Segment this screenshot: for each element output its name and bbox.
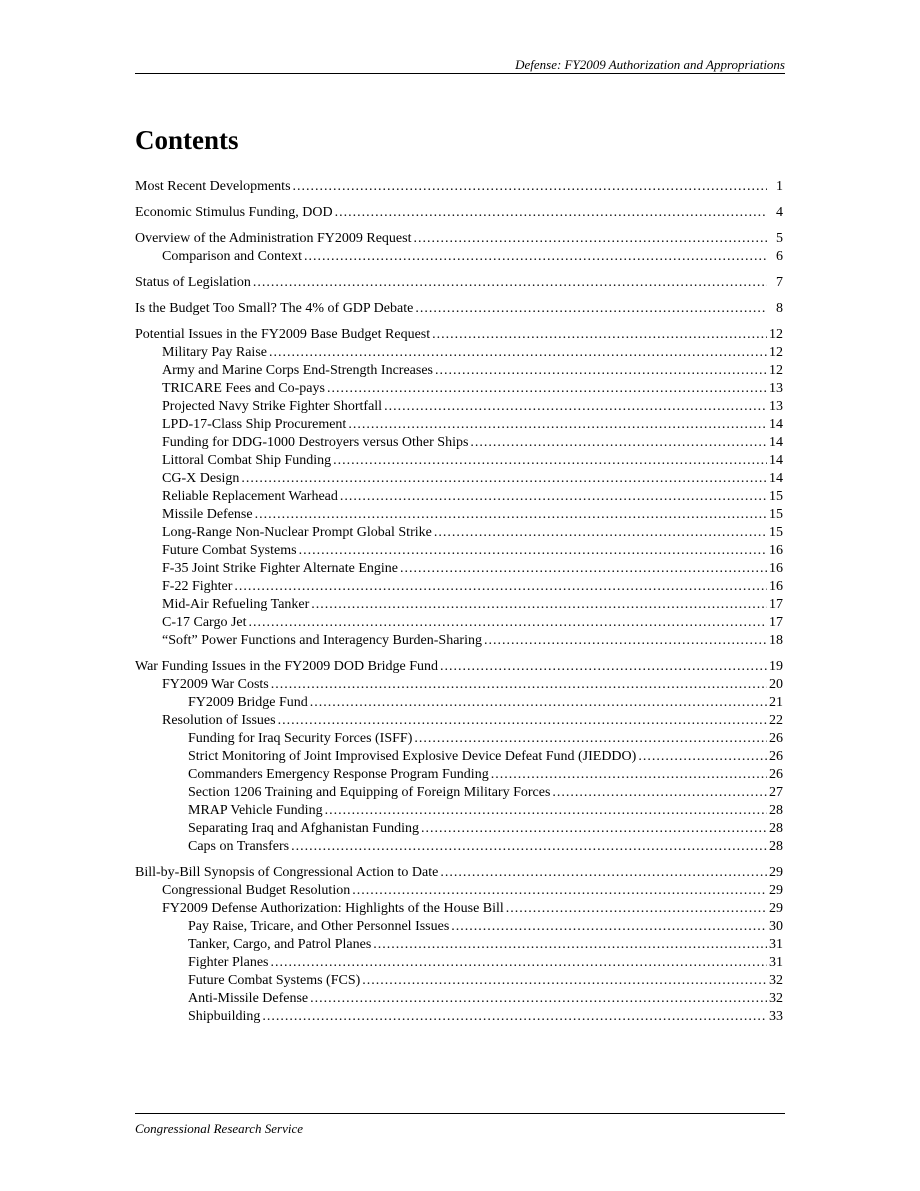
- toc-leader-dots: [249, 614, 767, 632]
- toc-leader-dots: [293, 178, 767, 196]
- toc-entry-label: FY2009 Defense Authorization: Highlights of the House Bill: [162, 901, 504, 916]
- toc-leader-dots: [340, 488, 767, 506]
- toc-entry[interactable]: [135, 344, 783, 362]
- toc-entry[interactable]: [135, 434, 783, 452]
- toc-entry-label: Bill-by-Bill Synopsis of Congressional Action to Date: [135, 865, 439, 880]
- toc-entry[interactable]: [135, 1008, 783, 1026]
- toc-leader-dots: [506, 900, 767, 918]
- page-title: Contents: [135, 125, 239, 155]
- toc-leader-dots: [299, 542, 767, 560]
- toc-entry[interactable]: [135, 820, 783, 838]
- toc-entry-page: 31: [769, 955, 783, 970]
- toc-entry[interactable]: [135, 524, 783, 542]
- toc-entry-page: 28: [769, 839, 783, 854]
- toc-entry[interactable]: [135, 632, 783, 650]
- toc-entry-page: 22: [769, 713, 783, 728]
- toc-leader-dots: [491, 766, 767, 784]
- toc-entry-label: Economic Stimulus Funding, DOD: [135, 205, 333, 220]
- toc-entry[interactable]: [135, 802, 783, 820]
- toc-leader-dots: [484, 632, 767, 650]
- toc-entry-page: 6: [776, 249, 783, 264]
- toc-leader-dots: [440, 658, 767, 676]
- toc-entry-page: 29: [769, 865, 783, 880]
- toc-entry[interactable]: [135, 248, 783, 266]
- toc-entry-page: 26: [769, 749, 783, 764]
- toc-entry-page: 19: [769, 659, 783, 674]
- toc-entry-page: 30: [769, 919, 783, 934]
- toc-entry[interactable]: [135, 900, 783, 918]
- toc-entry-label: Caps on Transfers: [188, 839, 290, 854]
- toc-entry-label: Long-Range Non-Nuclear Prompt Global Strike: [162, 525, 432, 540]
- toc-leader-dots: [451, 918, 767, 936]
- toc-entry[interactable]: [135, 918, 783, 936]
- toc-leader-dots: [335, 204, 767, 222]
- toc-entry-label: Most Recent Developments: [135, 179, 291, 194]
- toc-entry-page: 21: [769, 695, 783, 710]
- toc-entry-label: Pay Raise, Tricare, and Other Personnel Issues: [188, 919, 450, 934]
- toc-entry[interactable]: [135, 864, 783, 882]
- toc-leader-dots: [234, 578, 767, 596]
- toc-leader-dots: [384, 398, 767, 416]
- toc-entry[interactable]: [135, 204, 783, 222]
- toc-entry-page: 14: [769, 435, 783, 450]
- toc-entry-label: Littoral Combat Ship Funding: [162, 453, 332, 468]
- toc-entry-page: 15: [769, 525, 783, 540]
- toc-entry[interactable]: [135, 506, 783, 524]
- toc-entry-label: FY2009 Bridge Fund: [188, 695, 308, 710]
- toc-leader-dots: [434, 524, 767, 542]
- toc-entry[interactable]: [135, 300, 783, 318]
- toc-entry-page: 12: [769, 327, 783, 342]
- toc-leader-dots: [269, 344, 767, 362]
- toc-entry-label: LPD-17-Class Ship Procurement: [162, 417, 347, 432]
- toc-leader-dots: [325, 802, 767, 820]
- toc-entry-label: Missile Defense: [162, 507, 253, 522]
- toc-entry-label: Potential Issues in the FY2009 Base Budget Request: [135, 327, 431, 342]
- toc-entry[interactable]: [135, 614, 783, 632]
- toc-entry-label: Funding for DDG-1000 Destroyers versus Other Ships: [162, 435, 469, 450]
- toc-entry[interactable]: [135, 362, 783, 380]
- toc-leader-dots: [271, 676, 767, 694]
- toc-entry[interactable]: [135, 838, 783, 856]
- toc-entry-page: 17: [769, 615, 783, 630]
- toc-entry[interactable]: [135, 972, 783, 990]
- toc-entry-label: Fighter Planes: [188, 955, 269, 970]
- toc-entry-label: Future Combat Systems (FCS): [188, 973, 361, 988]
- toc-entry[interactable]: [135, 398, 783, 416]
- toc-leader-dots: [291, 838, 767, 856]
- toc-entry-page: 20: [769, 677, 783, 692]
- toc-leader-dots: [255, 506, 767, 524]
- toc-entry-page: 15: [769, 489, 783, 504]
- toc-entry[interactable]: [135, 730, 783, 748]
- toc-leader-dots: [271, 954, 768, 972]
- toc-entry-page: 16: [769, 561, 783, 576]
- toc-leader-dots: [421, 820, 767, 838]
- toc-entry[interactable]: [135, 326, 783, 344]
- toc-entry-label: Comparison and Context: [162, 249, 302, 264]
- toc-entry[interactable]: [135, 416, 783, 434]
- toc-entry[interactable]: [135, 936, 783, 954]
- toc-entry-page: 12: [769, 345, 783, 360]
- toc-entry-label: Mid-Air Refueling Tanker: [162, 597, 310, 612]
- toc-leader-dots: [414, 730, 767, 748]
- toc-leader-dots: [470, 434, 767, 452]
- toc-entry-label: Status of Legislation: [135, 275, 251, 290]
- toc-entry-label: War Funding Issues in the FY2009 DOD Bridge Fund: [135, 659, 438, 674]
- toc-entry-page: 32: [769, 991, 783, 1006]
- toc-entry[interactable]: [135, 230, 783, 248]
- toc-entry-page: 29: [769, 901, 783, 916]
- toc-entry[interactable]: [135, 560, 783, 578]
- toc-entry-page: 32: [769, 973, 783, 988]
- toc-entry-label: Reliable Replacement Warhead: [162, 489, 338, 504]
- toc-entry-page: 26: [769, 767, 783, 782]
- toc-entry-page: 15: [769, 507, 783, 522]
- toc-entry[interactable]: [135, 178, 783, 196]
- toc-entry[interactable]: [135, 766, 783, 784]
- toc-entry[interactable]: [135, 542, 783, 560]
- toc-entry-page: 18: [769, 633, 783, 648]
- toc-entry-page: 14: [769, 471, 783, 486]
- toc-entry-page: 14: [769, 453, 783, 468]
- toc-entry-label: Projected Navy Strike Fighter Shortfall: [162, 399, 383, 414]
- toc-entry-label: Future Combat Systems: [162, 543, 297, 558]
- toc-leader-dots: [310, 990, 767, 1008]
- toc-leader-dots: [241, 470, 767, 488]
- toc-entry[interactable]: [135, 694, 783, 712]
- toc-leader-dots: [552, 784, 767, 802]
- toc-leader-dots: [253, 274, 767, 292]
- toc-entry[interactable]: [135, 380, 783, 398]
- toc-entry[interactable]: [135, 596, 783, 614]
- toc-entry-label: Military Pay Raise: [162, 345, 267, 360]
- toc-leader-dots: [278, 712, 767, 730]
- toc-entry-page: 12: [769, 363, 783, 378]
- toc-leader-dots: [638, 748, 767, 766]
- toc-entry-page: 4: [776, 205, 783, 220]
- toc-entry-label: Resolution of Issues: [162, 713, 276, 728]
- toc-entry[interactable]: [135, 784, 783, 802]
- toc-entry-label: Funding for Iraq Security Forces (ISFF): [188, 731, 413, 746]
- toc-leader-dots: [327, 380, 767, 398]
- toc-entry-label: Section 1206 Training and Equipping of Foreign Military Forces: [188, 785, 551, 800]
- toc-entry[interactable]: [135, 990, 783, 1008]
- toc-entry[interactable]: [135, 882, 783, 900]
- toc-entry-page: 5: [776, 231, 783, 246]
- toc-entry-page: 14: [769, 417, 783, 432]
- toc-entry[interactable]: [135, 954, 783, 972]
- toc-entry-label: Shipbuilding: [188, 1009, 261, 1024]
- toc-entry-page: 13: [769, 381, 783, 396]
- toc-entry[interactable]: [135, 470, 783, 488]
- toc-entry-label: Tanker, Cargo, and Patrol Planes: [188, 937, 372, 952]
- toc-leader-dots: [400, 560, 767, 578]
- toc-entry[interactable]: [135, 658, 783, 676]
- toc-entry[interactable]: [135, 712, 783, 730]
- toc-entry-label: Commanders Emergency Response Program Funding: [188, 767, 489, 782]
- toc-leader-dots: [310, 694, 767, 712]
- toc-entry-label: Strict Monitoring of Joint Improvised Explosive Device Defeat Fund (JIEDDO): [188, 749, 637, 764]
- toc-leader-dots: [435, 362, 767, 380]
- toc-entry-page: 33: [769, 1009, 783, 1024]
- toc-entry[interactable]: [135, 748, 783, 766]
- toc-entry[interactable]: [135, 452, 783, 470]
- toc-entry-page: 16: [769, 579, 783, 594]
- toc-entry[interactable]: [135, 488, 783, 506]
- toc-entry-label: CG-X Design: [162, 471, 240, 486]
- toc-leader-dots: [415, 300, 767, 318]
- toc-entry-label: Separating Iraq and Afghanistan Funding: [188, 821, 419, 836]
- toc-entry-page: 17: [769, 597, 783, 612]
- toc-entry[interactable]: [135, 676, 783, 694]
- toc-leader-dots: [413, 230, 767, 248]
- toc-entry-page: 1: [776, 179, 783, 194]
- toc-leader-dots: [311, 596, 767, 614]
- toc-leader-dots: [373, 936, 767, 954]
- toc-entry-page: 31: [769, 937, 783, 952]
- toc-entry-page: 26: [769, 731, 783, 746]
- toc-entry-page: 27: [769, 785, 783, 800]
- toc-entry-page: 28: [769, 821, 783, 836]
- toc-leader-dots: [262, 1008, 767, 1026]
- toc-leader-dots: [440, 864, 767, 882]
- toc-leader-dots: [304, 248, 767, 266]
- toc-entry-label: “Soft” Power Functions and Interagency Burden-Sharing: [162, 633, 482, 648]
- toc-entry-label: TRICARE Fees and Co-pays: [162, 381, 325, 396]
- toc-entry-label: C-17 Cargo Jet: [162, 615, 247, 630]
- toc-leader-dots: [348, 416, 767, 434]
- toc-entry-page: 13: [769, 399, 783, 414]
- toc-entry-page: 28: [769, 803, 783, 818]
- toc-entry-label: Congressional Budget Resolution: [162, 883, 351, 898]
- toc-leader-dots: [352, 882, 767, 900]
- toc-entry-label: F-35 Joint Strike Fighter Alternate Engine: [162, 561, 399, 576]
- toc-leader-dots: [432, 326, 767, 344]
- running-header: Defense: FY2009 Authorization and Appropriations: [135, 56, 785, 74]
- toc-entry-page: 29: [769, 883, 783, 898]
- toc-entry[interactable]: [135, 578, 783, 596]
- toc-entry-label: Is the Budget Too Small? The 4% of GDP Debate: [135, 301, 414, 316]
- toc-entry-label: Anti-Missile Defense: [188, 991, 309, 1006]
- toc-entry-label: Army and Marine Corps End-Strength Increases: [162, 363, 433, 378]
- toc-leader-dots: [362, 972, 767, 990]
- toc-entry-page: 16: [769, 543, 783, 558]
- toc-entry-label: FY2009 War Costs: [162, 677, 269, 692]
- toc-entry-label: Overview of the Administration FY2009 Request: [135, 231, 412, 246]
- toc-leader-dots: [333, 452, 767, 470]
- table-of-contents: [135, 178, 783, 1026]
- toc-entry-page: 7: [776, 275, 783, 290]
- toc-entry-label: MRAP Vehicle Funding: [188, 803, 323, 818]
- toc-entry[interactable]: [135, 274, 783, 292]
- toc-entry-page: 8: [776, 301, 783, 316]
- toc-entry-label: F-22 Fighter: [162, 579, 233, 594]
- running-footer: Congressional Research Service: [135, 1113, 785, 1137]
